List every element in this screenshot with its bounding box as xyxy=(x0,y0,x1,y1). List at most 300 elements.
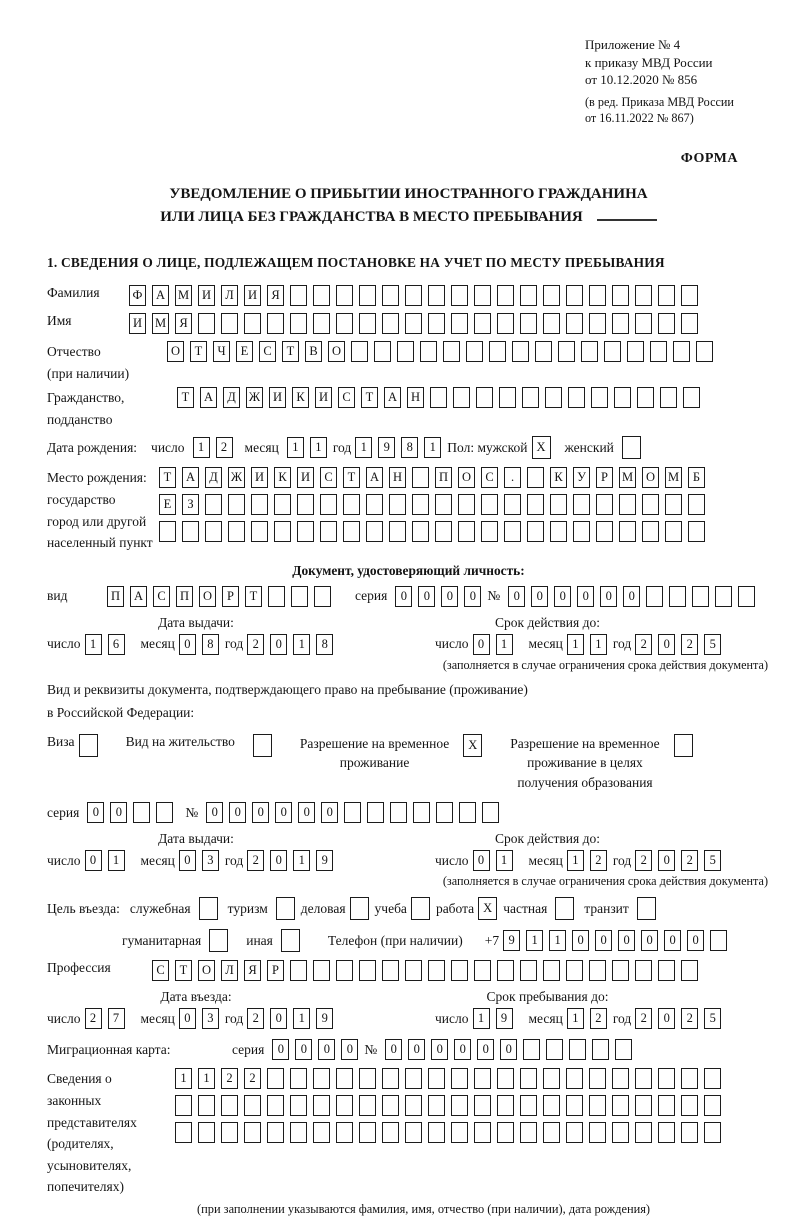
citizenship-cell[interactable]: Н xyxy=(407,387,424,408)
visa-checkbox-cell[interactable] xyxy=(79,734,98,757)
profession-cell[interactable] xyxy=(566,960,583,981)
doc-kind-cell[interactable] xyxy=(268,586,285,607)
birth-place-cell[interactable] xyxy=(389,494,406,515)
stay-year-cell[interactable]: 2 xyxy=(681,1008,698,1029)
residence-series-cell[interactable]: 0 xyxy=(87,802,104,823)
patronymic-cell[interactable]: С xyxy=(259,341,276,362)
purpose-study-checkbox-cell[interactable] xyxy=(411,897,430,920)
residence-number-cell[interactable]: 0 xyxy=(229,802,246,823)
residence-number-cell[interactable] xyxy=(367,802,384,823)
legal-representatives-cell[interactable] xyxy=(290,1095,307,1116)
birth-place-cell[interactable] xyxy=(366,521,383,542)
legal-representatives-cell[interactable] xyxy=(267,1068,284,1089)
doc-number-cell[interactable] xyxy=(669,586,686,607)
issue-day-cell[interactable]: 1 xyxy=(85,634,102,655)
patronymic-cell[interactable] xyxy=(581,341,598,362)
birth-place-cell[interactable] xyxy=(205,494,222,515)
profession-cell[interactable] xyxy=(336,960,353,981)
birth-place-cell[interactable]: У xyxy=(573,467,590,488)
legal-representatives-cell[interactable] xyxy=(635,1095,652,1116)
birth-place-cell[interactable]: А xyxy=(366,467,383,488)
birth-place-cell[interactable]: М xyxy=(665,467,682,488)
legal-representatives-cell[interactable] xyxy=(612,1095,629,1116)
phone-cell[interactable]: 0 xyxy=(572,930,589,951)
legal-representatives-cell[interactable] xyxy=(635,1122,652,1143)
surname-cell[interactable] xyxy=(290,285,307,306)
legal-representatives-cell[interactable] xyxy=(405,1095,422,1116)
surname-cell[interactable] xyxy=(451,285,468,306)
residence-valid-month-cell[interactable]: 2 xyxy=(590,850,607,871)
doc-number-cell[interactable]: 0 xyxy=(508,586,525,607)
legal-representatives-cell[interactable] xyxy=(359,1068,376,1089)
birth-place-cell[interactable] xyxy=(320,521,337,542)
profession-cell[interactable] xyxy=(543,960,560,981)
birth-place-cell[interactable]: Д xyxy=(205,467,222,488)
legal-representatives-cell[interactable] xyxy=(704,1095,721,1116)
doc-series-cell[interactable]: 0 xyxy=(464,586,481,607)
birth-place-cell[interactable]: Т xyxy=(159,467,176,488)
birth-month-cell[interactable]: 1 xyxy=(287,437,304,458)
residence-issue-month-cell[interactable]: 3 xyxy=(202,850,219,871)
issue-month-cell[interactable]: 8 xyxy=(202,634,219,655)
legal-representatives-cell[interactable] xyxy=(451,1095,468,1116)
birth-place-cell[interactable]: М xyxy=(619,467,636,488)
surname-cell[interactable] xyxy=(474,285,491,306)
citizenship-cell[interactable]: И xyxy=(269,387,286,408)
birth-place-cell[interactable] xyxy=(320,494,337,515)
doc-kind-cell[interactable]: Т xyxy=(245,586,262,607)
birth-place-cell[interactable]: Р xyxy=(596,467,613,488)
doc-number-cell[interactable]: 0 xyxy=(531,586,548,607)
given-name-cell[interactable] xyxy=(290,313,307,334)
birth-place-cell[interactable] xyxy=(481,494,498,515)
migration-number-cell[interactable] xyxy=(569,1039,586,1060)
migration-number-cell[interactable] xyxy=(615,1039,632,1060)
doc-number-cell[interactable]: 0 xyxy=(623,586,640,607)
birth-place-cell[interactable] xyxy=(274,494,291,515)
valid-year-cell[interactable]: 2 xyxy=(635,634,652,655)
profession-cell[interactable] xyxy=(359,960,376,981)
migration-number-cell[interactable]: 0 xyxy=(408,1039,425,1060)
given-name-cell[interactable] xyxy=(543,313,560,334)
birth-place-cell[interactable] xyxy=(665,494,682,515)
birth-place-cell[interactable] xyxy=(182,521,199,542)
legal-representatives-cell[interactable] xyxy=(520,1068,537,1089)
surname-cell[interactable] xyxy=(405,285,422,306)
birth-place-cell[interactable] xyxy=(435,521,452,542)
citizenship-cell[interactable]: А xyxy=(384,387,401,408)
legal-representatives-cell[interactable] xyxy=(221,1095,238,1116)
issue-day-cell[interactable]: 6 xyxy=(108,634,125,655)
residence-issue-day-cell[interactable]: 0 xyxy=(85,850,102,871)
stay-day-cell[interactable]: 1 xyxy=(473,1008,490,1029)
birth-place-cell[interactable] xyxy=(251,521,268,542)
legal-representatives-cell[interactable] xyxy=(313,1122,330,1143)
legal-representatives-cell[interactable] xyxy=(359,1122,376,1143)
purpose-business-checkbox-cell[interactable] xyxy=(350,897,369,920)
profession-cell[interactable] xyxy=(405,960,422,981)
residence-number-cell[interactable] xyxy=(413,802,430,823)
birth-place-cell[interactable]: И xyxy=(251,467,268,488)
birth-place-cell[interactable]: С xyxy=(481,467,498,488)
surname-cell[interactable] xyxy=(566,285,583,306)
surname-cell[interactable]: А xyxy=(152,285,169,306)
migration-number-cell[interactable]: 0 xyxy=(477,1039,494,1060)
issue-month-cell[interactable]: 0 xyxy=(179,634,196,655)
profession-cell[interactable] xyxy=(612,960,629,981)
surname-cell[interactable]: Я xyxy=(267,285,284,306)
entry-month-cell[interactable]: 3 xyxy=(202,1008,219,1029)
stay-month-cell[interactable]: 1 xyxy=(567,1008,584,1029)
purpose-tourism-checkbox-cell[interactable] xyxy=(276,897,295,920)
citizenship-cell[interactable]: Д xyxy=(223,387,240,408)
doc-number-cell[interactable]: 0 xyxy=(600,586,617,607)
doc-kind-cell[interactable] xyxy=(314,586,331,607)
phone-cell[interactable]: 0 xyxy=(687,930,704,951)
legal-representatives-cell[interactable] xyxy=(497,1095,514,1116)
citizenship-cell[interactable] xyxy=(614,387,631,408)
surname-cell[interactable]: И xyxy=(198,285,215,306)
doc-series-cell[interactable]: 0 xyxy=(441,586,458,607)
legal-representatives-cell[interactable] xyxy=(566,1095,583,1116)
residence-issue-day-cell[interactable]: 1 xyxy=(108,850,125,871)
residence-valid-year-cell[interactable]: 2 xyxy=(681,850,698,871)
profession-cell[interactable]: С xyxy=(152,960,169,981)
profession-cell[interactable] xyxy=(290,960,307,981)
legal-representatives-cell[interactable] xyxy=(589,1122,606,1143)
doc-kind-cell[interactable]: Р xyxy=(222,586,239,607)
doc-kind-cell[interactable]: О xyxy=(199,586,216,607)
given-name-cell[interactable]: М xyxy=(152,313,169,334)
profession-cell[interactable]: Т xyxy=(175,960,192,981)
profession-cell[interactable] xyxy=(428,960,445,981)
profession-cell[interactable] xyxy=(635,960,652,981)
birth-place-cell[interactable]: О xyxy=(458,467,475,488)
legal-representatives-cell[interactable] xyxy=(681,1095,698,1116)
given-name-cell[interactable] xyxy=(566,313,583,334)
citizenship-cell[interactable]: Т xyxy=(177,387,194,408)
given-name-cell[interactable]: Я xyxy=(175,313,192,334)
citizenship-cell[interactable]: К xyxy=(292,387,309,408)
birth-place-cell[interactable] xyxy=(527,521,544,542)
given-name-cell[interactable] xyxy=(635,313,652,334)
citizenship-cell[interactable] xyxy=(545,387,562,408)
surname-cell[interactable] xyxy=(681,285,698,306)
legal-representatives-cell[interactable] xyxy=(405,1122,422,1143)
surname-cell[interactable] xyxy=(336,285,353,306)
doc-series-cell[interactable]: 0 xyxy=(395,586,412,607)
birth-place-cell[interactable] xyxy=(550,521,567,542)
given-name-cell[interactable] xyxy=(451,313,468,334)
legal-representatives-cell[interactable] xyxy=(336,1068,353,1089)
legal-representatives-cell[interactable] xyxy=(704,1122,721,1143)
phone-cell[interactable]: 0 xyxy=(641,930,658,951)
birth-place-cell[interactable] xyxy=(412,521,429,542)
birth-place-cell[interactable] xyxy=(527,494,544,515)
doc-series-cell[interactable]: 0 xyxy=(418,586,435,607)
legal-representatives-cell[interactable]: 2 xyxy=(221,1068,238,1089)
given-name-cell[interactable] xyxy=(359,313,376,334)
birth-place-cell[interactable]: К xyxy=(274,467,291,488)
citizenship-cell[interactable] xyxy=(453,387,470,408)
surname-cell[interactable] xyxy=(382,285,399,306)
migration-number-cell[interactable] xyxy=(523,1039,540,1060)
given-name-cell[interactable] xyxy=(474,313,491,334)
surname-cell[interactable] xyxy=(520,285,537,306)
migration-number-cell[interactable]: 0 xyxy=(500,1039,517,1060)
doc-kind-cell[interactable] xyxy=(291,586,308,607)
birth-place-cell[interactable] xyxy=(504,494,521,515)
given-name-cell[interactable] xyxy=(336,313,353,334)
legal-representatives-cell[interactable] xyxy=(359,1095,376,1116)
surname-cell[interactable]: Л xyxy=(221,285,238,306)
legal-representatives-cell[interactable] xyxy=(451,1122,468,1143)
patronymic-cell[interactable] xyxy=(466,341,483,362)
purpose-private-checkbox-cell[interactable] xyxy=(555,897,574,920)
valid-year-cell[interactable]: 5 xyxy=(704,634,721,655)
patronymic-cell[interactable] xyxy=(512,341,529,362)
birth-place-cell[interactable] xyxy=(251,494,268,515)
birth-place-cell[interactable] xyxy=(527,467,544,488)
birth-place-cell[interactable]: Ж xyxy=(228,467,245,488)
entry-year-cell[interactable]: 9 xyxy=(316,1008,333,1029)
legal-representatives-cell[interactable] xyxy=(474,1068,491,1089)
birth-year-cell[interactable]: 9 xyxy=(378,437,395,458)
profession-cell[interactable] xyxy=(681,960,698,981)
given-name-cell[interactable] xyxy=(267,313,284,334)
valid-year-cell[interactable]: 0 xyxy=(658,634,675,655)
stay-day-cell[interactable]: 9 xyxy=(496,1008,513,1029)
patronymic-cell[interactable] xyxy=(489,341,506,362)
patronymic-cell[interactable] xyxy=(627,341,644,362)
migration-series-cell[interactable]: 0 xyxy=(295,1039,312,1060)
doc-number-cell[interactable] xyxy=(715,586,732,607)
citizenship-cell[interactable] xyxy=(683,387,700,408)
legal-representatives-cell[interactable] xyxy=(658,1095,675,1116)
residence-number-cell[interactable]: 0 xyxy=(252,802,269,823)
profession-cell[interactable]: Л xyxy=(221,960,238,981)
given-name-cell[interactable] xyxy=(198,313,215,334)
purpose-work-checkbox-cell[interactable]: X xyxy=(478,897,497,920)
legal-representatives-cell[interactable] xyxy=(520,1095,537,1116)
legal-representatives-cell[interactable]: 2 xyxy=(244,1068,261,1089)
phone-cell[interactable]: 0 xyxy=(664,930,681,951)
doc-kind-cell[interactable]: П xyxy=(176,586,193,607)
legal-representatives-cell[interactable] xyxy=(175,1122,192,1143)
surname-cell[interactable] xyxy=(589,285,606,306)
surname-cell[interactable] xyxy=(428,285,445,306)
surname-cell[interactable] xyxy=(497,285,514,306)
entry-year-cell[interactable]: 1 xyxy=(293,1008,310,1029)
valid-day-cell[interactable]: 1 xyxy=(496,634,513,655)
legal-representatives-cell[interactable] xyxy=(221,1122,238,1143)
migration-number-cell[interactable]: 0 xyxy=(385,1039,402,1060)
legal-representatives-cell[interactable] xyxy=(566,1122,583,1143)
birth-place-cell[interactable] xyxy=(550,494,567,515)
legal-representatives-cell[interactable] xyxy=(612,1122,629,1143)
doc-kind-cell[interactable]: С xyxy=(153,586,170,607)
residence-number-cell[interactable]: 0 xyxy=(321,802,338,823)
legal-representatives-cell[interactable] xyxy=(543,1068,560,1089)
doc-number-cell[interactable] xyxy=(646,586,663,607)
birth-place-cell[interactable] xyxy=(688,494,705,515)
birth-place-cell[interactable] xyxy=(389,521,406,542)
birth-place-cell[interactable] xyxy=(596,521,613,542)
birth-place-cell[interactable]: П xyxy=(435,467,452,488)
legal-representatives-cell[interactable] xyxy=(474,1095,491,1116)
residence-issue-year-cell[interactable]: 2 xyxy=(247,850,264,871)
migration-number-cell[interactable]: 0 xyxy=(431,1039,448,1060)
migration-series-cell[interactable]: 0 xyxy=(318,1039,335,1060)
patronymic-cell[interactable]: В xyxy=(305,341,322,362)
patronymic-cell[interactable] xyxy=(558,341,575,362)
phone-cell[interactable]: 9 xyxy=(503,930,520,951)
citizenship-cell[interactable] xyxy=(637,387,654,408)
profession-cell[interactable] xyxy=(313,960,330,981)
legal-representatives-cell[interactable] xyxy=(336,1122,353,1143)
migration-number-cell[interactable]: 0 xyxy=(454,1039,471,1060)
residence-issue-month-cell[interactable]: 0 xyxy=(179,850,196,871)
entry-day-cell[interactable]: 2 xyxy=(85,1008,102,1029)
issue-year-cell[interactable]: 2 xyxy=(247,634,264,655)
doc-number-cell[interactable] xyxy=(738,586,755,607)
sex-male-checkbox-cell[interactable]: X xyxy=(532,436,551,459)
birth-place-cell[interactable]: Н xyxy=(389,467,406,488)
legal-representatives-cell[interactable] xyxy=(290,1122,307,1143)
given-name-cell[interactable] xyxy=(589,313,606,334)
birth-place-cell[interactable] xyxy=(481,521,498,542)
citizenship-cell[interactable] xyxy=(522,387,539,408)
citizenship-cell[interactable]: А xyxy=(200,387,217,408)
birth-place-cell[interactable]: И xyxy=(297,467,314,488)
legal-representatives-cell[interactable] xyxy=(313,1095,330,1116)
given-name-cell[interactable]: И xyxy=(129,313,146,334)
birth-place-cell[interactable]: . xyxy=(504,467,521,488)
surname-cell[interactable]: Ф xyxy=(129,285,146,306)
birth-place-cell[interactable] xyxy=(619,521,636,542)
profession-cell[interactable] xyxy=(474,960,491,981)
birth-place-cell[interactable] xyxy=(228,494,245,515)
valid-month-cell[interactable]: 1 xyxy=(567,634,584,655)
legal-representatives-cell[interactable] xyxy=(589,1068,606,1089)
legal-representatives-cell[interactable] xyxy=(543,1095,560,1116)
citizenship-cell[interactable] xyxy=(660,387,677,408)
legal-representatives-cell[interactable] xyxy=(428,1095,445,1116)
patronymic-cell[interactable]: О xyxy=(167,341,184,362)
birth-place-cell[interactable] xyxy=(297,494,314,515)
birth-place-cell[interactable] xyxy=(435,494,452,515)
birth-place-cell[interactable]: Т xyxy=(343,467,360,488)
residence-number-cell[interactable] xyxy=(482,802,499,823)
birth-place-cell[interactable] xyxy=(297,521,314,542)
birth-place-cell[interactable]: З xyxy=(182,494,199,515)
citizenship-cell[interactable] xyxy=(499,387,516,408)
patronymic-cell[interactable] xyxy=(443,341,460,362)
doc-number-cell[interactable] xyxy=(692,586,709,607)
given-name-cell[interactable] xyxy=(221,313,238,334)
migration-series-cell[interactable]: 0 xyxy=(272,1039,289,1060)
issue-year-cell[interactable]: 8 xyxy=(316,634,333,655)
patronymic-cell[interactable] xyxy=(650,341,667,362)
birth-place-cell[interactable] xyxy=(642,521,659,542)
entry-year-cell[interactable]: 0 xyxy=(270,1008,287,1029)
entry-day-cell[interactable]: 7 xyxy=(108,1008,125,1029)
legal-representatives-cell[interactable] xyxy=(244,1095,261,1116)
surname-cell[interactable] xyxy=(658,285,675,306)
birth-year-cell[interactable]: 1 xyxy=(355,437,372,458)
edu-permit-checkbox-cell[interactable] xyxy=(674,734,693,757)
patronymic-cell[interactable] xyxy=(673,341,690,362)
migration-series-cell[interactable]: 0 xyxy=(341,1039,358,1060)
issue-year-cell[interactable]: 0 xyxy=(270,634,287,655)
birth-place-cell[interactable] xyxy=(458,494,475,515)
legal-representatives-cell[interactable] xyxy=(589,1095,606,1116)
given-name-cell[interactable] xyxy=(520,313,537,334)
patronymic-cell[interactable]: Т xyxy=(190,341,207,362)
residence-issue-year-cell[interactable]: 0 xyxy=(270,850,287,871)
legal-representatives-cell[interactable]: 1 xyxy=(175,1068,192,1089)
birth-place-cell[interactable]: Б xyxy=(688,467,705,488)
surname-cell[interactable] xyxy=(313,285,330,306)
patronymic-cell[interactable] xyxy=(351,341,368,362)
profession-cell[interactable] xyxy=(658,960,675,981)
stay-month-cell[interactable]: 2 xyxy=(590,1008,607,1029)
legal-representatives-cell[interactable] xyxy=(336,1095,353,1116)
profession-cell[interactable]: Р xyxy=(267,960,284,981)
birth-place-cell[interactable]: О xyxy=(642,467,659,488)
residence-valid-year-cell[interactable]: 2 xyxy=(635,850,652,871)
legal-representatives-cell[interactable] xyxy=(681,1068,698,1089)
birth-place-cell[interactable] xyxy=(343,494,360,515)
birth-place-cell[interactable] xyxy=(458,521,475,542)
legal-representatives-cell[interactable] xyxy=(497,1068,514,1089)
legal-representatives-cell[interactable] xyxy=(658,1122,675,1143)
valid-day-cell[interactable]: 0 xyxy=(473,634,490,655)
legal-representatives-cell[interactable] xyxy=(635,1068,652,1089)
patronymic-cell[interactable]: О xyxy=(328,341,345,362)
profession-cell[interactable] xyxy=(589,960,606,981)
legal-representatives-cell[interactable]: 1 xyxy=(198,1068,215,1089)
surname-cell[interactable] xyxy=(612,285,629,306)
residence-valid-year-cell[interactable]: 0 xyxy=(658,850,675,871)
temp-permit-checkbox-cell[interactable]: X xyxy=(463,734,482,757)
phone-cell[interactable]: 1 xyxy=(549,930,566,951)
given-name-cell[interactable] xyxy=(244,313,261,334)
citizenship-cell[interactable]: Ж xyxy=(246,387,263,408)
issue-year-cell[interactable]: 1 xyxy=(293,634,310,655)
legal-representatives-cell[interactable] xyxy=(198,1122,215,1143)
birth-place-cell[interactable] xyxy=(688,521,705,542)
given-name-cell[interactable] xyxy=(497,313,514,334)
birth-place-cell[interactable] xyxy=(665,521,682,542)
surname-cell[interactable]: И xyxy=(244,285,261,306)
legal-representatives-cell[interactable] xyxy=(382,1068,399,1089)
purpose-official-checkbox-cell[interactable] xyxy=(199,897,218,920)
doc-kind-cell[interactable]: А xyxy=(130,586,147,607)
doc-number-cell[interactable]: 0 xyxy=(577,586,594,607)
legal-representatives-cell[interactable] xyxy=(497,1122,514,1143)
given-name-cell[interactable] xyxy=(382,313,399,334)
patronymic-cell[interactable]: Е xyxy=(236,341,253,362)
doc-number-cell[interactable]: 0 xyxy=(554,586,571,607)
birth-year-cell[interactable]: 1 xyxy=(424,437,441,458)
legal-representatives-cell[interactable] xyxy=(175,1095,192,1116)
legal-representatives-cell[interactable] xyxy=(428,1068,445,1089)
doc-kind-cell[interactable]: П xyxy=(107,586,124,607)
legal-representatives-cell[interactable] xyxy=(382,1122,399,1143)
sex-female-checkbox-cell[interactable] xyxy=(622,436,641,459)
legal-representatives-cell[interactable] xyxy=(313,1068,330,1089)
